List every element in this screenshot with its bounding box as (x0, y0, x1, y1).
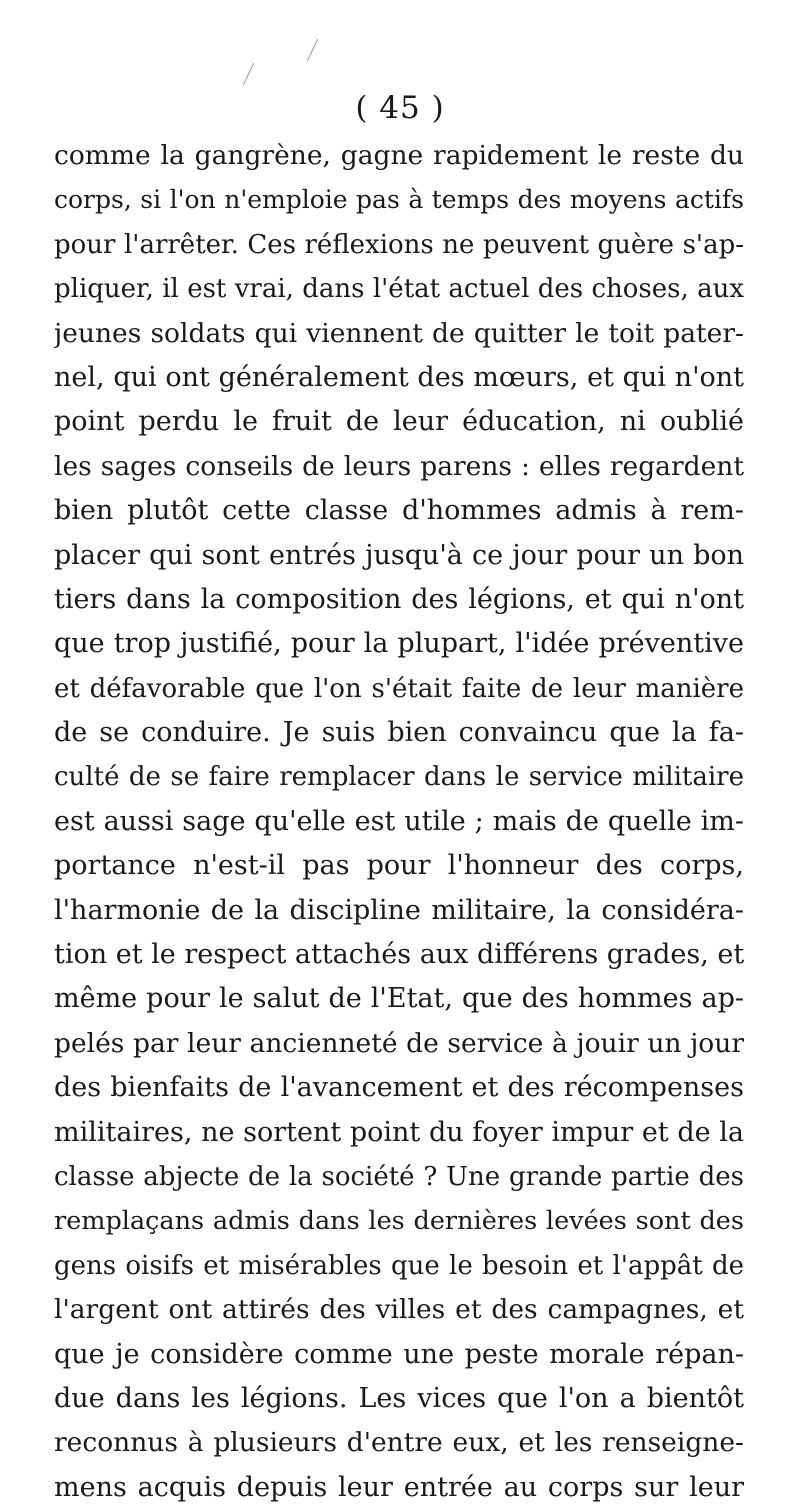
text-line: gens oisifs et misérables que le besoin et l'appât de (54, 1250, 744, 1281)
text-line: pliquer, il est vrai, dans l'état actuel des choses, aux (54, 274, 744, 305)
body-text (54, 134, 744, 1510)
text-line: jeunes soldats qui viennent de quitter le toit pater- (54, 317, 744, 349)
text-line: mens acquis depuis leur entrée au corps sur leur (54, 1471, 744, 1503)
text-line: nel, qui ont généralement des mœurs, et qui n'ont (54, 361, 744, 393)
stray-mark (243, 63, 254, 85)
text-line: portance n'est-il pas pour l'honneur des corps, (54, 850, 744, 882)
text-line: des bienfaits de l'avancement et des récompenses (54, 1072, 744, 1104)
text-line: militaires, ne sortent point du foyer impur et de la (54, 1116, 744, 1148)
text-line: corps, si l'on n'emploie pas à temps des moyens actifs (54, 185, 744, 215)
text-line: culté de se faire remplacer dans le service militaire (54, 762, 744, 793)
text-line: de se conduire. Je suis bien convaincu que la fa- (54, 717, 744, 749)
text-line: remplaçans admis dans les dernières levées sont des (54, 1206, 744, 1237)
text-line: et défavorable que l'on s'était faite de leur manière (54, 673, 744, 704)
text-line: est aussi sage qu'elle est utile ; mais de quelle im- (54, 805, 744, 837)
text-line: tion et le respect attachés aux différens grades, et (54, 939, 744, 971)
text-line: l'harmonie de la discipline militaire, la considéra- (54, 894, 744, 926)
stray-mark (307, 39, 318, 61)
text-line: que je considère comme une peste morale répan- (54, 1338, 744, 1370)
page-number: ( 45 ) (355, 90, 445, 126)
text-line: comme la gangrène, gagne rapidement le reste du (54, 140, 744, 171)
text-line: tiers dans la composition des légions, et qui n'ont (54, 583, 744, 615)
text-line: placer qui sont entrés jusqu'à ce jour pour un bon (54, 539, 744, 571)
text-line: pour l'arrêter. Ces réflexions ne peuvent guère s'ap- (54, 229, 744, 260)
text-line: due dans les légions. Les vices que l'on a bientôt (54, 1382, 744, 1414)
text-line: classe abjecte de la société ? Une grande partie des (54, 1161, 744, 1192)
text-line: reconnus à plusieurs d'entre eux, et les renseigne- (54, 1427, 744, 1459)
text-line: pelés par leur ancienneté de service à jouir un jour (54, 1027, 744, 1059)
text-line: bien plutôt cette classe d'hommes admis à rem- (54, 495, 744, 527)
text-line: que trop justifié, pour la plupart, l'idée préventive (54, 628, 744, 660)
text-line: point perdu le fruit de leur éducation, ni oublié (54, 406, 744, 438)
text-line: les sages conseils de leurs parens : elles regardent (54, 450, 744, 482)
text-line: l'argent ont attirés des villes et des campagnes, et (54, 1294, 744, 1326)
text-line: même pour le salut de l'Etat, que des hommes ap- (54, 983, 744, 1015)
